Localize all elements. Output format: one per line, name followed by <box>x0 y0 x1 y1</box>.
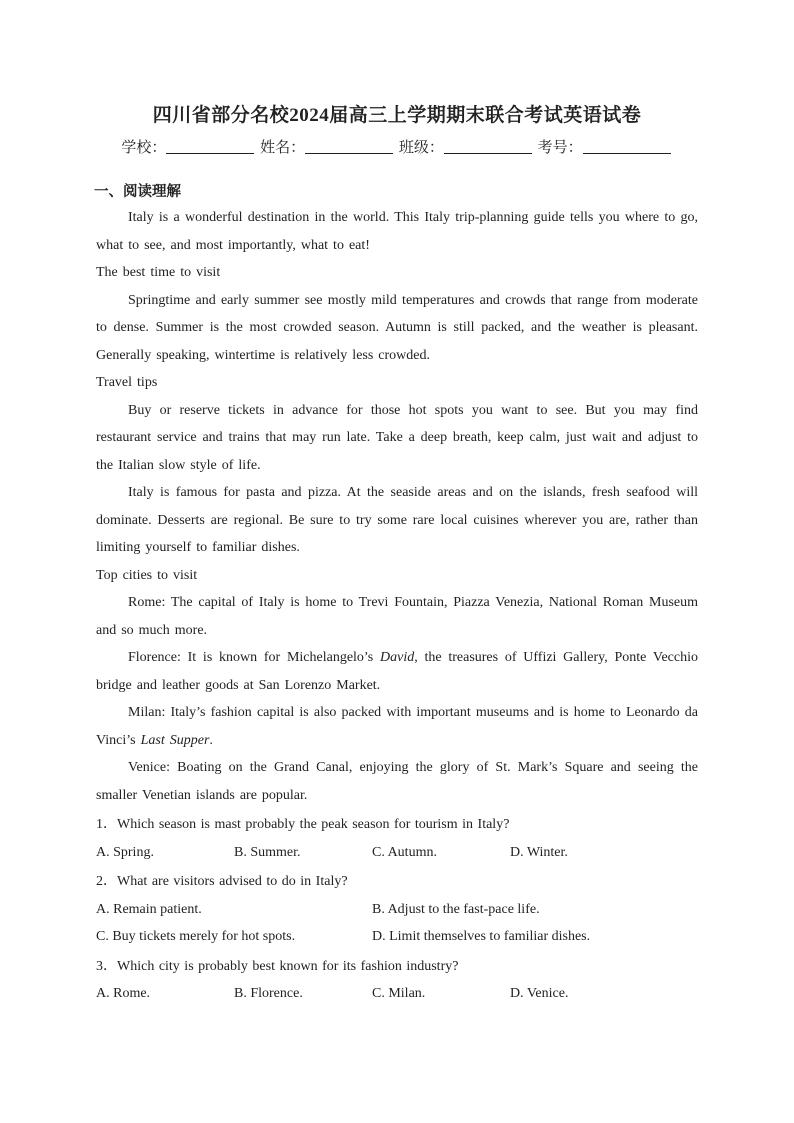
school-label: 学校： <box>121 140 167 156</box>
q2-option-a[interactable]: A. Remain patient. <box>96 901 202 917</box>
q1-option-d[interactable]: D. Winter. <box>510 844 568 860</box>
passage-heading-top-cities: Top cities to visit <box>96 567 198 583</box>
q3-option-d[interactable]: D. Venice. <box>510 986 569 1001</box>
milan-text-a: Milan: Italy’s fashion capital is also packed with important museums and is home to Leonardo da Vinci’s <box>96 705 698 748</box>
milan-work-title: Last Supper <box>140 732 210 748</box>
milan-text-b: . <box>209 732 213 748</box>
passage-best-time: Springtime and early summer see mostly mild temperatures and crowds that range from moderate to dense. Summer is the most crowded season. Autumn is still packed, and the weather is pleasant. Generally speaking, wintertime is relatively less crowded. <box>96 292 698 363</box>
name-blank[interactable] <box>305 139 393 154</box>
passage-florence <box>96 644 698 699</box>
passage-venice: Venice: Boating on the Grand Canal, enjoying the glory of St. Mark’s Square and seeing the smaller Venetian islands are popular. <box>96 760 698 803</box>
florence-text-a: Florence: It is known for Michelangelo’s <box>128 650 381 665</box>
class-blank[interactable] <box>444 139 532 154</box>
passage-tips-2: Italy is famous for pasta and pizza. At the seaside areas and on the islands, fresh seafood will dominate. Desserts are regional. Be sure to try some rare local cuisines wherever you are, rather than limiting yourself to familiar dishes. <box>96 485 698 555</box>
q3-option-b[interactable]: B. Florence. <box>234 986 303 1001</box>
school-blank[interactable] <box>166 139 254 154</box>
passage-milan <box>96 699 698 754</box>
page-title: 四川省部分名校2024届高三上学期期末联合考试英语试卷 <box>152 105 642 126</box>
question-3-stem: 3．Which city is probably best known for its fashion industry? <box>96 958 459 974</box>
name-label: 姓名： <box>260 140 306 156</box>
q2-option-b[interactable]: B. Adjust to the fast-pace life. <box>372 901 540 917</box>
q3-option-c[interactable]: C. Milan. <box>372 986 426 1001</box>
exam-number-blank[interactable] <box>583 139 671 154</box>
q2-option-d[interactable]: D. Limit themselves to familiar dishes. <box>372 929 591 944</box>
q2-option-c[interactable]: C. Buy tickets merely for hot spots. <box>96 929 296 944</box>
section-heading: 一、阅读理解 <box>94 184 181 200</box>
question-2-options-row1 <box>96 896 698 924</box>
question-3-options <box>96 980 698 1008</box>
passage-intro: Italy is a wonderful destination in the world. This Italy trip-planning guide tells you where to go, what to see, and most importantly, what to eat! <box>96 210 698 253</box>
passage-heading-travel-tips: Travel tips <box>96 375 158 390</box>
florence-work-title: David <box>380 650 415 665</box>
q3-option-a[interactable]: A. Rome. <box>96 986 151 1001</box>
class-label: 班级： <box>398 140 444 156</box>
q1-option-c[interactable]: C. Autumn. <box>372 844 437 860</box>
question-2-options-row2 <box>96 923 698 951</box>
florence-text-b: , the treasures of Uffizi Gallery, Ponte Vecchio bridge and leather goods at San Lorenzo Market. <box>96 650 698 693</box>
passage-tips-1: Buy or reserve tickets in advance for those hot spots you want to see. But you may find restaurant service and trains that may run late. Take a deep breath, keep calm, just wait and adjust to the Italian slow style of life. <box>96 402 698 473</box>
q1-option-a[interactable]: A. Spring. <box>96 844 154 860</box>
question-1-stem: 1．Which season is mast probably the peak season for tourism in Italy? <box>96 817 510 832</box>
passage-heading-best-time: The best time to visit <box>96 265 221 280</box>
q1-option-b[interactable]: B. Summer. <box>234 844 301 860</box>
question-1-options <box>96 839 698 867</box>
reading-section <box>96 182 698 1008</box>
passage-rome: Rome: The capital of Italy is home to Trevi Fountain, Piazza Venezia, National Roman Museum and so much more. <box>96 595 698 638</box>
student-info-line <box>0 136 794 157</box>
question-2-stem: 2．What are visitors advised to do in Italy? <box>96 874 348 889</box>
exam-number-label: 考号： <box>537 140 583 156</box>
